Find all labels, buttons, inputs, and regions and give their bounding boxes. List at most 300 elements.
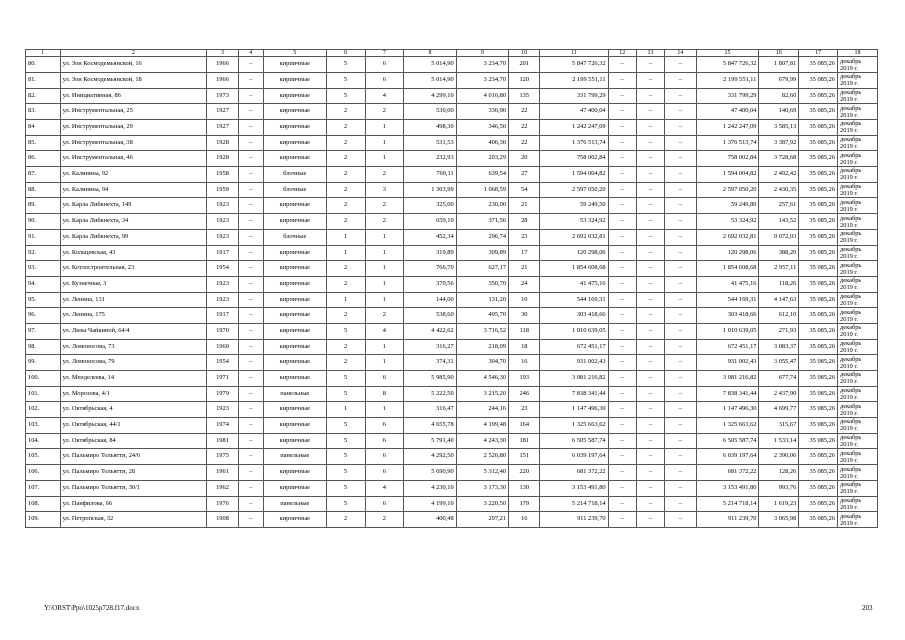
address-cell: ул. Инструментальная, 38 <box>60 135 207 151</box>
total-cost-cell: 2 692 032,81 <box>540 229 608 245</box>
fund-cost-cell: – <box>608 198 636 214</box>
floors-cell: 2 <box>326 120 365 136</box>
owner-funds-cell: 1 376 513,74 <box>696 135 759 151</box>
cost-per-sqm-cell: 677,74 <box>759 371 799 387</box>
year-built-cell: 1958 <box>207 167 238 183</box>
due-date-cell: декабрь 2019 г. <box>838 198 878 214</box>
total-area-cell: 5 791,40 <box>404 433 456 449</box>
year-overhaul-cell: – <box>238 323 263 339</box>
fund-cost-cell: – <box>608 355 636 371</box>
max-cost-cell: 35 085,26 <box>799 182 838 198</box>
column-number: 6 <box>326 50 365 57</box>
column-number: 9 <box>456 50 508 57</box>
living-area-cell: 350,70 <box>456 276 508 292</box>
max-cost-cell: 35 085,26 <box>799 72 838 88</box>
living-area-cell: 639,54 <box>456 167 508 183</box>
address-cell: ул. Октябрьская, 44/1 <box>60 418 207 434</box>
table-row <box>26 339 878 355</box>
budget-cost-cell: – <box>636 292 664 308</box>
cost-per-sqm-cell: 140,69 <box>759 104 799 120</box>
row-number-cell: 107. <box>26 480 61 496</box>
year-built-cell: 1975 <box>207 449 238 465</box>
wall-material-cell: кирпичные <box>263 480 326 496</box>
cost-per-sqm-cell: 143,52 <box>759 214 799 230</box>
wall-material-cell: кирпичные <box>263 339 326 355</box>
column-number: 15 <box>696 50 759 57</box>
owner-cost-cell: – <box>665 72 696 88</box>
owner-funds-cell: 331 799,29 <box>696 88 759 104</box>
floors-cell: 5 <box>326 88 365 104</box>
budget-cost-cell: – <box>636 104 664 120</box>
fund-cost-cell: – <box>608 182 636 198</box>
owner-cost-cell: – <box>665 339 696 355</box>
residents-cell: 120 <box>509 72 540 88</box>
cost-per-sqm-cell: 4 147,63 <box>759 292 799 308</box>
total-area-cell: 760,11 <box>404 167 456 183</box>
row-number-cell: 96. <box>26 308 61 324</box>
living-area-cell: 3 234,70 <box>456 72 508 88</box>
max-cost-cell: 35 085,26 <box>799 433 838 449</box>
year-built-cell: 1917 <box>207 245 238 261</box>
due-date-cell: декабрь 2019 г. <box>838 433 878 449</box>
total-cost-cell: 47 400,04 <box>540 104 608 120</box>
wall-material-cell: кирпичные <box>263 57 326 73</box>
entrances-cell: 6 <box>365 433 404 449</box>
floors-cell: 5 <box>326 449 365 465</box>
cost-per-sqm-cell: 9 072,03 <box>759 229 799 245</box>
entrances-cell: 3 <box>365 182 404 198</box>
max-cost-cell: 35 085,26 <box>799 57 838 73</box>
max-cost-cell: 35 085,26 <box>799 355 838 371</box>
max-cost-cell: 35 085,26 <box>799 371 838 387</box>
residents-cell: 27 <box>509 167 540 183</box>
cost-per-sqm-cell: 3 728,68 <box>759 151 799 167</box>
cost-per-sqm-cell: 2 390,06 <box>759 449 799 465</box>
year-built-cell: 1976 <box>207 496 238 512</box>
row-number-cell: 94. <box>26 276 61 292</box>
column-number: 3 <box>207 50 238 57</box>
owner-funds-cell: 6 505 587,74 <box>696 433 759 449</box>
max-cost-cell: 35 085,26 <box>799 229 838 245</box>
due-date-cell: декабрь 2019 г. <box>838 323 878 339</box>
owner-cost-cell: – <box>665 418 696 434</box>
year-overhaul-cell: – <box>238 120 263 136</box>
entrances-cell: 6 <box>365 418 404 434</box>
year-overhaul-cell: – <box>238 182 263 198</box>
total-area-cell: 4 299,10 <box>404 88 456 104</box>
max-cost-cell: 35 085,26 <box>799 496 838 512</box>
floors-cell: 2 <box>326 214 365 230</box>
max-cost-cell: 35 085,26 <box>799 323 838 339</box>
owner-funds-cell: 5 214 718,14 <box>696 496 759 512</box>
entrances-cell: 1 <box>365 229 404 245</box>
table-row <box>26 449 878 465</box>
due-date-cell: декабрь 2019 г. <box>838 120 878 136</box>
row-number-cell: 106. <box>26 465 61 481</box>
owner-funds-cell: 2 692 032,81 <box>696 229 759 245</box>
total-area-cell: 5 985,90 <box>404 371 456 387</box>
row-number-cell: 85. <box>26 135 61 151</box>
total-cost-cell: 681 372,22 <box>540 465 608 481</box>
total-cost-cell: 1 594 004,82 <box>540 167 608 183</box>
wall-material-cell: кирпичные <box>263 292 326 308</box>
wall-material-cell: кирпичные <box>263 276 326 292</box>
column-number-row <box>26 50 878 57</box>
row-number-cell: 84 <box>26 120 61 136</box>
due-date-cell: декабрь 2019 г. <box>838 104 878 120</box>
year-overhaul-cell: – <box>238 198 263 214</box>
budget-cost-cell: – <box>636 339 664 355</box>
floors-cell: 2 <box>326 104 365 120</box>
floors-cell: 2 <box>326 167 365 183</box>
total-area-cell: 4 422,62 <box>404 323 456 339</box>
cost-per-sqm-cell: 4 699,77 <box>759 402 799 418</box>
total-cost-cell: 303 418,66 <box>540 308 608 324</box>
residents-cell: 164 <box>509 418 540 434</box>
due-date-cell: декабрь 2019 г. <box>838 402 878 418</box>
year-built-cell: 1973 <box>207 88 238 104</box>
max-cost-cell: 35 085,26 <box>799 245 838 261</box>
owner-funds-cell: 1 594 004,82 <box>696 167 759 183</box>
fund-cost-cell: – <box>608 496 636 512</box>
owner-funds-cell: 6 039 197,64 <box>696 449 759 465</box>
budget-cost-cell: – <box>636 57 664 73</box>
living-area-cell: 304,70 <box>456 355 508 371</box>
max-cost-cell: 35 085,26 <box>799 120 838 136</box>
wall-material-cell: кирпичные <box>263 72 326 88</box>
budget-cost-cell: – <box>636 512 664 528</box>
fund-cost-cell: – <box>608 167 636 183</box>
owner-cost-cell: – <box>665 245 696 261</box>
table-row <box>26 229 878 245</box>
table-row <box>26 512 878 528</box>
residents-cell: 16 <box>509 355 540 371</box>
budget-cost-cell: – <box>636 135 664 151</box>
table-row <box>26 167 878 183</box>
total-area-cell: 5 014,90 <box>404 57 456 73</box>
wall-material-cell: панельные <box>263 496 326 512</box>
fund-cost-cell: – <box>608 245 636 261</box>
year-overhaul-cell: – <box>238 292 263 308</box>
owner-cost-cell: – <box>665 151 696 167</box>
total-cost-cell: 1 325 663,62 <box>540 418 608 434</box>
owner-funds-cell: 120 298,06 <box>696 245 759 261</box>
table-row <box>26 355 878 371</box>
entrances-cell: 1 <box>365 245 404 261</box>
living-area-cell: 4 199,48 <box>456 418 508 434</box>
column-number: 14 <box>665 50 696 57</box>
year-overhaul-cell: – <box>238 151 263 167</box>
page-number: 203 <box>862 604 873 612</box>
total-cost-cell: 3 153 491,80 <box>540 480 608 496</box>
year-overhaul-cell: – <box>238 465 263 481</box>
living-area-cell: 4 016,80 <box>456 88 508 104</box>
floors-cell: 2 <box>326 276 365 292</box>
wall-material-cell: кирпичные <box>263 214 326 230</box>
fund-cost-cell: – <box>608 449 636 465</box>
column-number: 16 <box>759 50 799 57</box>
residents-cell: 23 <box>509 402 540 418</box>
fund-cost-cell: – <box>608 339 636 355</box>
total-area-cell: 144,00 <box>404 292 456 308</box>
table-row <box>26 480 878 496</box>
address-cell: ул. Морозова, 4/1 <box>60 386 207 402</box>
due-date-cell: декабрь 2019 г. <box>838 229 878 245</box>
table-row <box>26 151 878 167</box>
owner-cost-cell: – <box>665 261 696 277</box>
entrances-cell: 4 <box>365 323 404 339</box>
column-number: 10 <box>509 50 540 57</box>
residents-cell: 22 <box>509 135 540 151</box>
row-number-cell: 98. <box>26 339 61 355</box>
year-overhaul-cell: – <box>238 402 263 418</box>
residents-cell: 246 <box>509 386 540 402</box>
wall-material-cell: кирпичные <box>263 512 326 528</box>
table-row <box>26 198 878 214</box>
row-number-cell: 89. <box>26 198 61 214</box>
cost-per-sqm-cell: 118,26 <box>759 276 799 292</box>
table-row <box>26 245 878 261</box>
total-area-cell: 232,93 <box>404 151 456 167</box>
fund-cost-cell: – <box>608 480 636 496</box>
max-cost-cell: 35 085,26 <box>799 480 838 496</box>
floors-cell: 5 <box>326 480 365 496</box>
residents-cell: 151 <box>509 449 540 465</box>
row-number-cell: 101. <box>26 386 61 402</box>
residents-cell: 193 <box>509 371 540 387</box>
row-number-cell: 83. <box>26 104 61 120</box>
year-overhaul-cell: – <box>238 512 263 528</box>
fund-cost-cell: – <box>608 371 636 387</box>
address-cell: ул. Пальмиро Тольятти, 24/6 <box>60 449 207 465</box>
total-cost-cell: 5 847 726,32 <box>540 57 608 73</box>
budget-cost-cell: – <box>636 355 664 371</box>
row-number-cell: 99. <box>26 355 61 371</box>
residents-cell: 220 <box>509 465 540 481</box>
year-overhaul-cell: – <box>238 276 263 292</box>
cost-per-sqm-cell: 1 533,14 <box>759 433 799 449</box>
owner-funds-cell: 1 854 608,68 <box>696 261 759 277</box>
living-area-cell: 3 173,30 <box>456 480 508 496</box>
due-date-cell: декабрь 2019 г. <box>838 371 878 387</box>
row-number-cell: 108. <box>26 496 61 512</box>
owner-funds-cell: 544 169,31 <box>696 292 759 308</box>
residents-cell: 54 <box>509 182 540 198</box>
wall-material-cell: блочные <box>263 182 326 198</box>
address-cell: ул. Пальмиро Тольятти, 30/1 <box>60 480 207 496</box>
year-built-cell: 1927 <box>207 120 238 136</box>
living-area-cell: 3 234,70 <box>456 57 508 73</box>
total-area-cell: 400,48 <box>404 512 456 528</box>
floors-cell: 2 <box>326 151 365 167</box>
total-area-cell: 4 230,10 <box>404 480 456 496</box>
max-cost-cell: 35 085,26 <box>799 276 838 292</box>
year-built-cell: 1917 <box>207 308 238 324</box>
floors-cell: 2 <box>326 355 365 371</box>
year-built-cell: 1954 <box>207 261 238 277</box>
wall-material-cell: панельные <box>263 449 326 465</box>
table-row <box>26 308 878 324</box>
address-cell: ул. Кольцевская, 43 <box>60 245 207 261</box>
residents-cell: 118 <box>509 323 540 339</box>
fund-cost-cell: – <box>608 88 636 104</box>
due-date-cell: декабрь 2019 г. <box>838 355 878 371</box>
year-overhaul-cell: – <box>238 371 263 387</box>
owner-cost-cell: – <box>665 182 696 198</box>
cost-per-sqm-cell: 679,99 <box>759 72 799 88</box>
total-cost-cell: 1 376 513,74 <box>540 135 608 151</box>
fund-cost-cell: – <box>608 229 636 245</box>
address-cell: ул. Котлостроительная, 23 <box>60 261 207 277</box>
owner-funds-cell: 47 400,04 <box>696 104 759 120</box>
total-area-cell: 4 655,78 <box>404 418 456 434</box>
row-number-cell: 86. <box>26 151 61 167</box>
owner-cost-cell: – <box>665 449 696 465</box>
owner-funds-cell: 2 199 551,11 <box>696 72 759 88</box>
owner-funds-cell: 3 153 491,80 <box>696 480 759 496</box>
total-area-cell: 316,27 <box>404 339 456 355</box>
row-number-cell: 92. <box>26 245 61 261</box>
due-date-cell: декабрь 2019 г. <box>838 167 878 183</box>
total-cost-cell: 120 298,06 <box>540 245 608 261</box>
max-cost-cell: 35 085,26 <box>799 402 838 418</box>
row-number-cell: 90. <box>26 214 61 230</box>
living-area-cell: 5 312,40 <box>456 465 508 481</box>
address-cell: ул. Менделеева, 14 <box>60 371 207 387</box>
floors-cell: 5 <box>326 496 365 512</box>
floors-cell: 5 <box>326 371 365 387</box>
year-overhaul-cell: – <box>238 229 263 245</box>
cost-per-sqm-cell: 3 065,98 <box>759 512 799 528</box>
total-area-cell: 4 292,50 <box>404 449 456 465</box>
owner-funds-cell: 672 451,17 <box>696 339 759 355</box>
floors-cell: 5 <box>326 72 365 88</box>
column-number: 18 <box>838 50 878 57</box>
cost-per-sqm-cell: 82,60 <box>759 88 799 104</box>
entrances-cell: 6 <box>365 72 404 88</box>
residents-cell: 28 <box>509 214 540 230</box>
due-date-cell: декабрь 2019 г. <box>838 214 878 230</box>
year-built-cell: 1923 <box>207 229 238 245</box>
owner-cost-cell: – <box>665 276 696 292</box>
table-row <box>26 261 878 277</box>
living-area-cell: 495,70 <box>456 308 508 324</box>
owner-cost-cell: – <box>665 480 696 496</box>
address-cell: ул. Карла Либкнехта, 34 <box>60 214 207 230</box>
column-number: 2 <box>60 50 207 57</box>
table-row <box>26 72 878 88</box>
address-cell: ул. Карла Либкнехта, 99 <box>60 229 207 245</box>
total-cost-cell: 6 505 587,74 <box>540 433 608 449</box>
residents-cell: 21 <box>509 261 540 277</box>
max-cost-cell: 35 085,26 <box>799 465 838 481</box>
residents-cell: 23 <box>509 229 540 245</box>
owner-cost-cell: – <box>665 371 696 387</box>
entrances-cell: 4 <box>365 88 404 104</box>
year-built-cell: 1923 <box>207 198 238 214</box>
address-cell: ул. Лизы Чайкиной, 64/4 <box>60 323 207 339</box>
wall-material-cell: кирпичные <box>263 433 326 449</box>
wall-material-cell: кирпичные <box>263 198 326 214</box>
entrances-cell: 6 <box>365 57 404 73</box>
owner-cost-cell: – <box>665 292 696 308</box>
total-area-cell: 530,00 <box>404 104 456 120</box>
year-overhaul-cell: – <box>238 104 263 120</box>
living-area-cell: 203,29 <box>456 151 508 167</box>
budget-cost-cell: – <box>636 198 664 214</box>
fund-cost-cell: – <box>608 292 636 308</box>
wall-material-cell: кирпичные <box>263 245 326 261</box>
table-row <box>26 292 878 308</box>
due-date-cell: декабрь 2019 г. <box>838 245 878 261</box>
year-built-cell: 1981 <box>207 433 238 449</box>
year-built-cell: 1928 <box>207 135 238 151</box>
total-cost-cell: 331 799,29 <box>540 88 608 104</box>
column-number: 4 <box>238 50 263 57</box>
total-cost-cell: 1 147 496,30 <box>540 402 608 418</box>
year-overhaul-cell: – <box>238 418 263 434</box>
owner-cost-cell: – <box>665 512 696 528</box>
max-cost-cell: 35 085,26 <box>799 308 838 324</box>
column-number: 8 <box>404 50 456 57</box>
floors-cell: 5 <box>326 433 365 449</box>
fund-cost-cell: – <box>608 151 636 167</box>
owner-cost-cell: – <box>665 57 696 73</box>
year-built-cell: 1923 <box>207 276 238 292</box>
column-number: 13 <box>636 50 664 57</box>
year-overhaul-cell: – <box>238 261 263 277</box>
residents-cell: 24 <box>509 276 540 292</box>
entrances-cell: 2 <box>365 214 404 230</box>
column-number: 17 <box>799 50 838 57</box>
due-date-cell: декабрь 2019 г. <box>838 480 878 496</box>
row-number-cell: 87. <box>26 167 61 183</box>
entrances-cell: 6 <box>365 371 404 387</box>
year-overhaul-cell: – <box>238 449 263 465</box>
total-cost-cell: 1 854 608,68 <box>540 261 608 277</box>
cost-per-sqm-cell: 2 492,42 <box>759 167 799 183</box>
owner-cost-cell: – <box>665 88 696 104</box>
total-area-cell: 325,00 <box>404 198 456 214</box>
living-area-cell: 4 546,30 <box>456 371 508 387</box>
floors-cell: 5 <box>326 386 365 402</box>
year-built-cell: 1966 <box>207 72 238 88</box>
residents-cell: 130 <box>509 480 540 496</box>
budget-cost-cell: – <box>636 323 664 339</box>
total-area-cell: 5 222,50 <box>404 386 456 402</box>
budget-cost-cell: – <box>636 120 664 136</box>
budget-cost-cell: – <box>636 229 664 245</box>
living-area-cell: 3 215,20 <box>456 386 508 402</box>
residents-cell: 201 <box>509 57 540 73</box>
wall-material-cell: кирпичные <box>263 88 326 104</box>
max-cost-cell: 35 085,26 <box>799 449 838 465</box>
total-cost-cell: 1 242 247,09 <box>540 120 608 136</box>
residents-cell: 22 <box>509 120 540 136</box>
max-cost-cell: 35 085,26 <box>799 88 838 104</box>
year-built-cell: 1928 <box>207 151 238 167</box>
residents-cell: 20 <box>509 151 540 167</box>
living-area-cell: 346,50 <box>456 120 508 136</box>
row-number-cell: 102. <box>26 402 61 418</box>
budget-cost-cell: – <box>636 386 664 402</box>
wall-material-cell: блочные <box>263 229 326 245</box>
table-row <box>26 402 878 418</box>
due-date-cell: декабрь 2019 г. <box>838 308 878 324</box>
wall-material-cell: кирпичные <box>263 308 326 324</box>
living-area-cell: 1 068,59 <box>456 182 508 198</box>
fund-cost-cell: – <box>608 261 636 277</box>
